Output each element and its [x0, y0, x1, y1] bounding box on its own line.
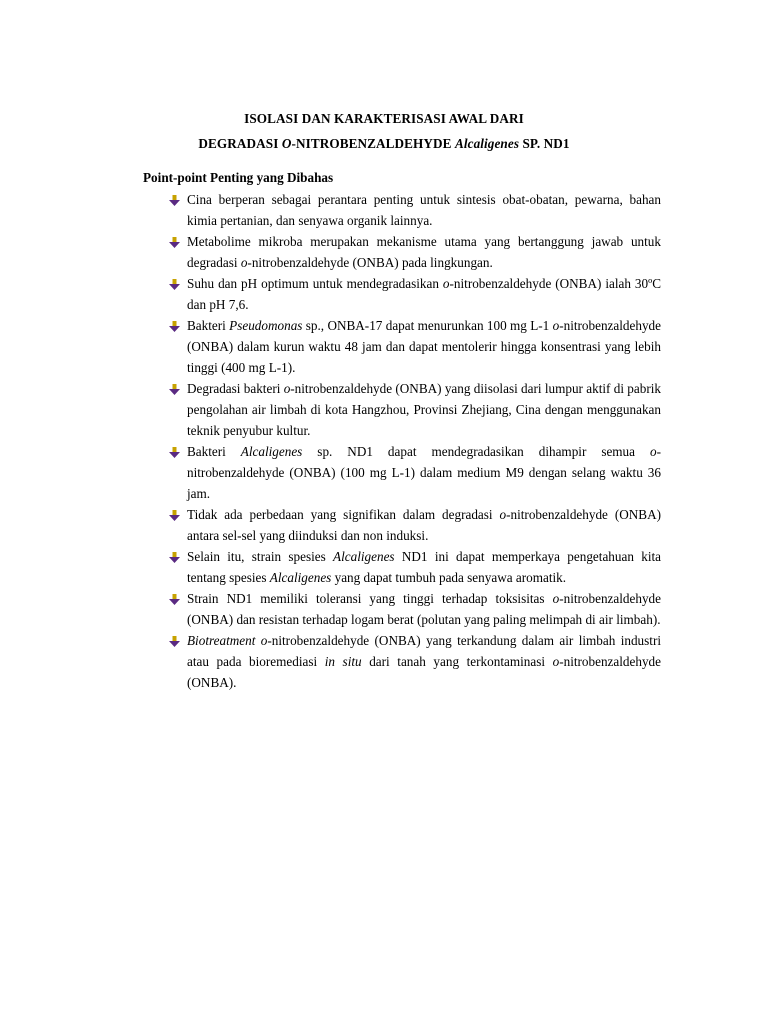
down-arrow-bullet-icon	[169, 195, 180, 206]
section-heading: Point-point Penting yang Dibahas	[143, 170, 334, 185]
item-text: -nitrobenzaldehyde (ONBA).	[187, 654, 661, 690]
item-text: Pseudomonas	[229, 318, 303, 333]
list-item	[187, 273, 661, 315]
item-text: o	[499, 507, 507, 522]
item-text: sp., ONBA-17 dapat menurunkan 100 mg L-1	[302, 318, 553, 333]
bullet-list	[187, 189, 661, 693]
list-item	[187, 588, 661, 630]
item-text: o	[650, 444, 657, 459]
down-arrow-bullet-icon	[169, 384, 180, 395]
item-text: -nitrobenzaldehyde (ONBA) yang terkandung dalam air limbah industri atau pada bioremediasi	[187, 633, 662, 669]
item-text: yang dapat tumbuh pada senyawa aromatik.	[331, 570, 567, 585]
item-text: -nitrobenzaldehyde (ONBA) antara sel-sel yang diinduksi dan non induksi.	[187, 507, 661, 543]
down-arrow-bullet-icon	[169, 636, 180, 647]
down-arrow-bullet-icon	[169, 321, 180, 332]
item-text: Cina berperan sebagai perantara penting untuk sintesis obat-obatan, pewarna, bahan kimia pertanian, dan senyawa organik lainnya.	[187, 192, 661, 228]
item-text: Degradasi bakteri	[187, 381, 284, 396]
item-text: Alcaligenes	[240, 444, 303, 459]
item-text: Strain ND1 memiliki toleransi yang tinggi terhadap toksisitas	[187, 591, 553, 606]
list-item	[187, 189, 661, 231]
list-item	[187, 231, 661, 273]
list-item	[187, 441, 661, 504]
item-text: Tidak ada perbedaan yang signifikan dalam degradasi	[187, 507, 500, 522]
item-text: Biotreatment	[187, 633, 256, 648]
list-item	[187, 504, 661, 546]
list-item	[187, 378, 661, 441]
item-text: -nitrobenzaldehyde (ONBA) pada lingkungan.	[247, 255, 493, 270]
title-part-c: -NITROBENZALDEHYDE	[291, 136, 455, 151]
item-text: o	[442, 276, 450, 291]
item-text: dari tanah yang terkontaminasi	[361, 654, 553, 669]
down-arrow-bullet-icon	[169, 552, 180, 563]
item-text: Bakteri	[187, 444, 241, 459]
item-text: o	[552, 591, 560, 606]
list-item	[187, 546, 661, 588]
item-text: ND1 ini dapat memperkaya pengetahuan kita tentang spesies	[187, 549, 662, 585]
title-part-d: Alcaligenes	[454, 136, 520, 151]
down-arrow-bullet-icon	[169, 279, 180, 290]
item-text: -nitrobenzaldehyde (ONBA) dan resistan terhadap logam berat (polutan yang paling melimpah di air limbah).	[187, 591, 661, 627]
item-text: Alcaligenes	[333, 549, 395, 564]
title-line-2	[0, 136, 768, 152]
item-text: o	[260, 633, 268, 648]
item-text: -nitrobenzaldehyde (ONBA) (100 mg L-1) dalam medium M9 dengan selang waktu 36 jam.	[187, 444, 661, 501]
item-text: Metabolime mikroba merupakan mekanisme utama yang bertanggung jawab untuk degradasi	[187, 234, 661, 270]
title-part-a: DEGRADASI	[198, 136, 282, 151]
item-text: -nitrobenzaldehyde (ONBA) yang diisolasi dari lumpur aktif di pabrik pengolahan air limbah di kota Hangzhou, Provinsi Zhejiang, Cina dengan menggunakan teknik penyubur kultur.	[187, 381, 661, 438]
down-arrow-bullet-icon	[169, 447, 180, 458]
item-text: Suhu dan pH optimum untuk mendegradasikan	[187, 276, 443, 291]
item-text: -nitrobenzaldehyde (ONBA) ialah 30ºC dan pH 7,6.	[187, 276, 661, 312]
title-part-e: SP. ND1	[519, 136, 570, 151]
item-text: o	[552, 654, 560, 669]
title-part-b: O	[281, 136, 292, 151]
down-arrow-bullet-icon	[169, 237, 180, 248]
item-text: Bakteri	[187, 318, 230, 333]
item-text: Selain itu, strain spesies	[187, 549, 334, 564]
item-text: in situ	[324, 654, 362, 669]
item-text: o	[283, 381, 291, 396]
item-text: sp. ND1 dapat mendegradasikan dihampir semua	[302, 444, 650, 459]
item-text: -nitrobenzaldehyde (ONBA) dalam kurun waktu 48 jam dan dapat mentolerir hingga konsentrasi yang lebih tinggi (400 mg L-1).	[187, 318, 661, 375]
item-text: o	[552, 318, 560, 333]
list-item	[187, 630, 661, 693]
down-arrow-bullet-icon	[169, 510, 180, 521]
list-item	[187, 315, 661, 378]
item-text: Alcaligenes	[269, 570, 332, 585]
title-line-1: ISOLASI DAN KARAKTERISASI AWAL DARI	[244, 111, 524, 126]
down-arrow-bullet-icon	[169, 594, 180, 605]
item-text: o	[240, 255, 248, 270]
